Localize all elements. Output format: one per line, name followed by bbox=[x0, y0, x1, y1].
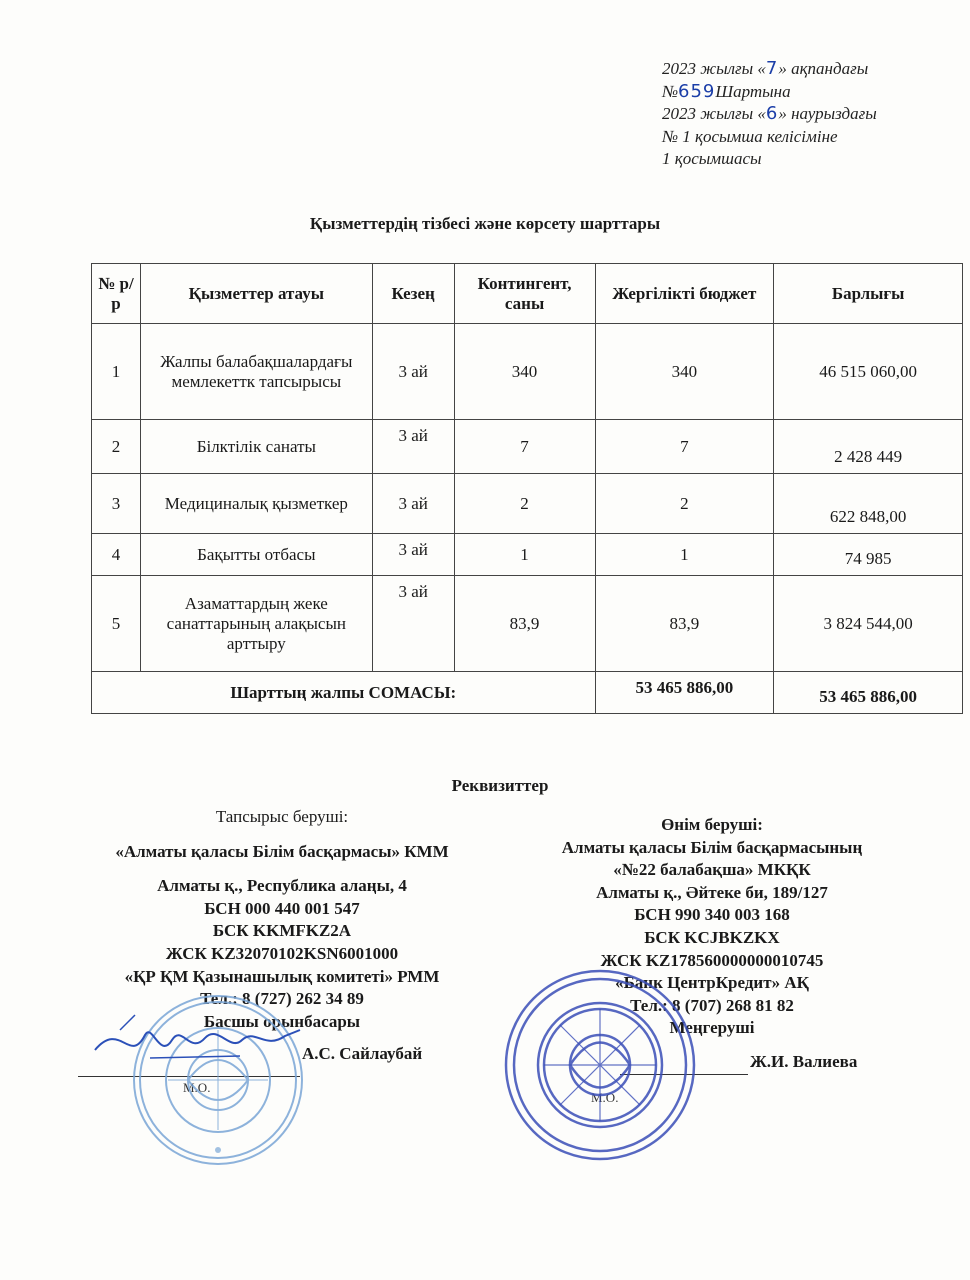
table-row: 4 Бақытты отбасы 3 ай 1 1 74 985 bbox=[92, 534, 963, 576]
header-total: Барлығы bbox=[774, 264, 963, 324]
producer-address: Алматы қ., Әйтеке би, 189/127 bbox=[596, 882, 828, 902]
customer-address: Алматы қ., Республика алаңы, 4 bbox=[157, 876, 407, 896]
appendix-line-1: 2023 жылғы «7» ақпандағы bbox=[662, 58, 869, 79]
customer-stamp-mark: М.О. bbox=[183, 1080, 211, 1095]
footer-budget: 53 465 886,00 bbox=[595, 672, 774, 714]
handwritten-contract-number: 659 bbox=[678, 80, 716, 102]
customer-phone: Тел.: 8 (727) 262 34 89 bbox=[200, 989, 364, 1009]
customer-signature-icon bbox=[90, 1010, 310, 1070]
customer-heading: Тапсырыс беруші: bbox=[215, 807, 349, 826]
customer-signer: А.С. Сайлаубай bbox=[302, 1044, 423, 1063]
producer-bik: БСК KCJBKZKX bbox=[644, 927, 780, 947]
appendix-line-2: №659Шартына bbox=[662, 80, 791, 102]
producer-stamp-icon bbox=[500, 965, 700, 1165]
handwritten-day: 7 bbox=[765, 58, 779, 79]
customer-iik: ЖСК KZ32070102KSN6001000 bbox=[165, 943, 399, 963]
customer-bank: «ҚР ҚМ Қазынашылық комитеті» РММ bbox=[124, 966, 440, 986]
appendix-note bbox=[662, 58, 877, 171]
header-num: № р/р bbox=[92, 264, 141, 324]
producer-name-line1: Алматы қаласы Білім басқармасының bbox=[561, 837, 863, 857]
customer-name: «Алматы қаласы Білім басқармасы» КММ bbox=[115, 841, 449, 861]
appendix-line-4: № 1 қосымша келісіміне bbox=[662, 126, 838, 146]
services-table bbox=[91, 263, 963, 714]
producer-stamp-mark: М.О. bbox=[591, 1090, 619, 1105]
table-header-row bbox=[92, 264, 963, 324]
producer-bin: БСН 990 340 003 168 bbox=[634, 905, 790, 925]
header-budget: Жергілікті бюджет bbox=[595, 264, 774, 324]
appendix-line-5: 1 қосымшасы bbox=[662, 149, 762, 168]
producer-signer: Ж.И. Валиева bbox=[750, 1052, 858, 1071]
producer-bank: «Банк ЦентрКредит» АҚ bbox=[615, 973, 809, 993]
producer-name-line2: «№22 балабақша» МКҚК bbox=[613, 860, 811, 880]
producer-position: Меңгеруші bbox=[669, 1018, 755, 1038]
table-row: 1 Жалпы балабақшалардағы мемлекеттк тапсырысы 3 ай 340 340 46 515 060,00 bbox=[92, 324, 963, 420]
header-count: Контингент, саны bbox=[454, 264, 595, 324]
handwritten-day-2: 6 bbox=[765, 103, 779, 124]
table-row: 2 Білктілік санаты 3 ай 7 7 2 428 449 bbox=[92, 420, 963, 474]
appendix-line-3: 2023 жылғы «6» наурыздағы bbox=[662, 103, 877, 124]
footer-total: 53 465 886,00 bbox=[774, 672, 963, 714]
customer-bin: БСН 000 440 001 547 bbox=[204, 898, 360, 918]
producer-phone: Тел.: 8 (707) 268 81 82 bbox=[630, 995, 794, 1015]
footer-label: Шарттың жалпы СОМАСЫ: bbox=[92, 672, 596, 714]
customer-bik: БСК KKMFKZ2A bbox=[212, 921, 352, 941]
requisites-title: Реквизиттер bbox=[451, 776, 549, 795]
document-title: Қызметтердің тізбесі және көрсету шарттары bbox=[309, 214, 661, 233]
header-period: Кезең bbox=[372, 264, 454, 324]
table-footer-row bbox=[92, 672, 963, 714]
producer-heading: Өнім беруші: bbox=[661, 815, 763, 834]
header-name: Қызметтер атауы bbox=[140, 264, 372, 324]
table-row: 5 Азаматтардың жеке санаттарының алақысын арттыру 3 ай 83,9 83,9 3 824 544,00 bbox=[92, 576, 963, 672]
table-row: 3 Медициналық қызметкер 3 ай 2 2 622 848,00 bbox=[92, 474, 963, 534]
customer-position: Басшы орынбасары bbox=[203, 1011, 361, 1031]
producer-iik: ЖСК KZ178560000000010745 bbox=[600, 950, 824, 970]
